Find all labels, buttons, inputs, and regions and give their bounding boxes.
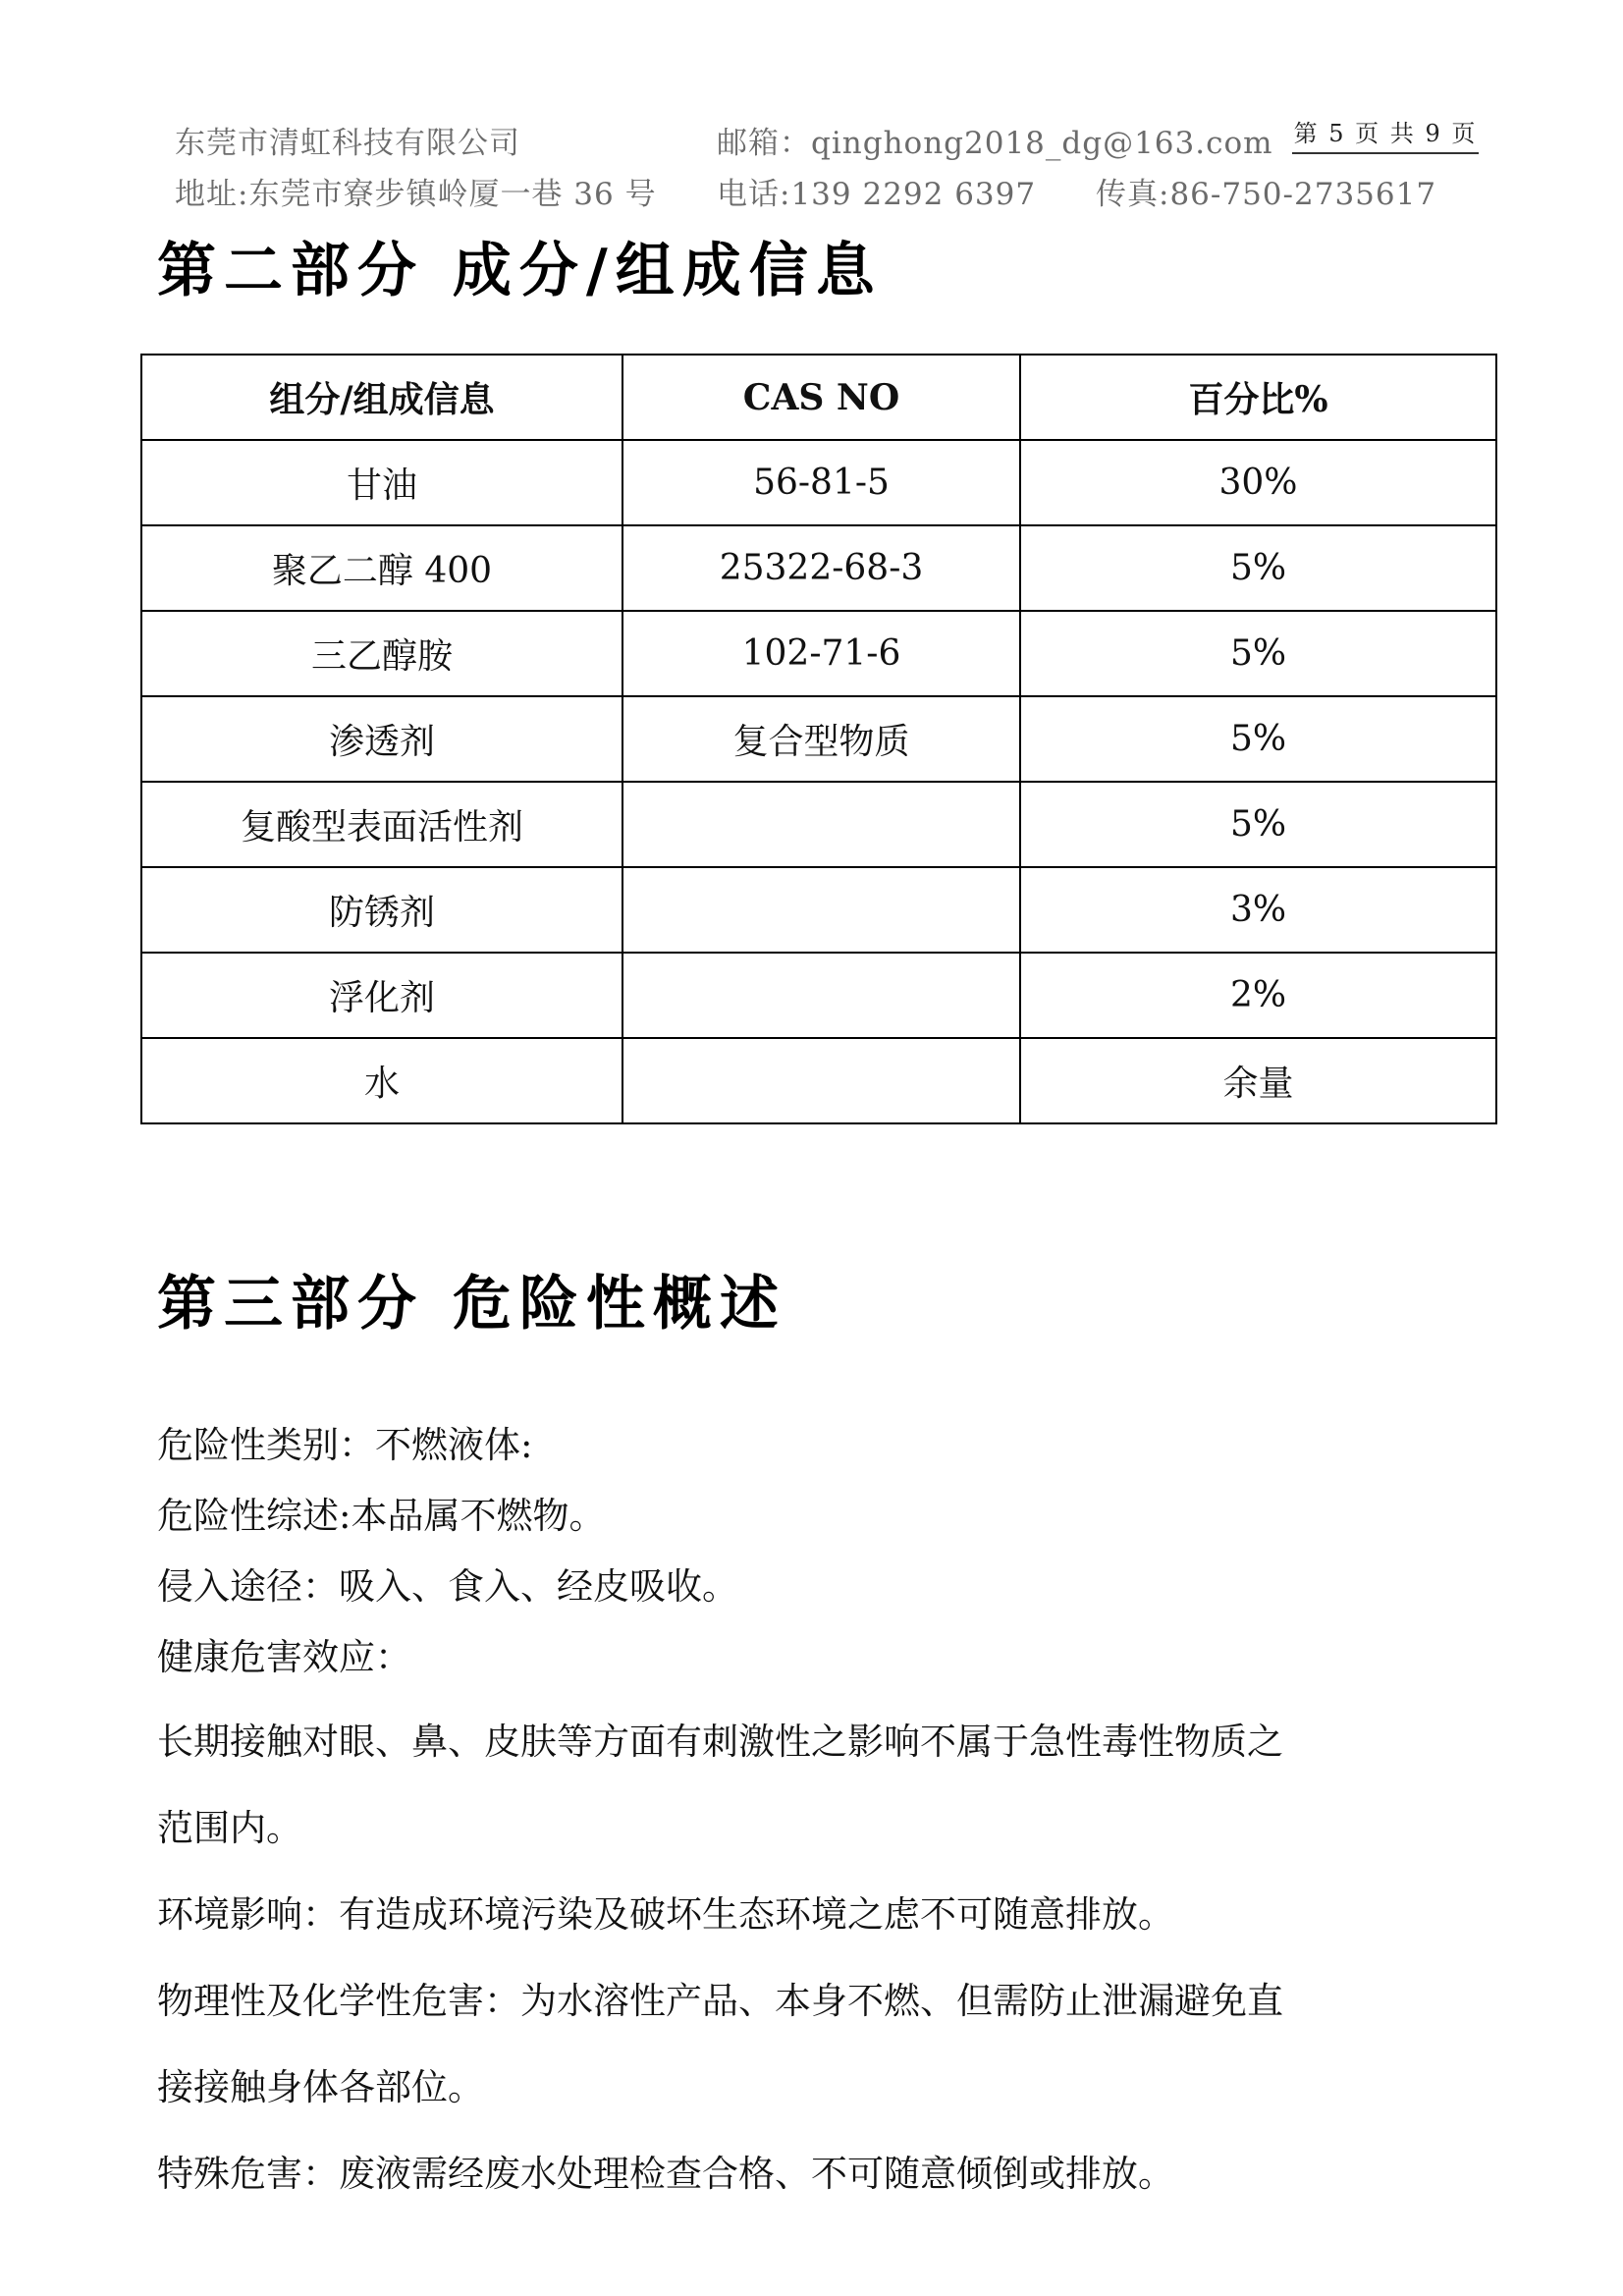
cas-cell bbox=[622, 1038, 1020, 1123]
component-cell: 防锈剂 bbox=[141, 867, 622, 953]
percent-cell: 5% bbox=[1020, 696, 1496, 782]
cas-cell bbox=[622, 867, 1020, 953]
cas-cell bbox=[622, 953, 1020, 1038]
component-cell: 三乙醇胺 bbox=[141, 611, 622, 696]
cas-cell: 56-81-5 bbox=[622, 440, 1020, 525]
exposure-routes: 侵入途径：吸入、食入、经皮吸收。 bbox=[157, 1565, 738, 1608]
percent-cell: 2% bbox=[1020, 953, 1496, 1038]
table-row bbox=[141, 953, 1496, 1038]
hazard-summary-block bbox=[157, 1410, 1483, 1693]
component-cell: 甘油 bbox=[141, 440, 622, 525]
header-percent: 百分比% bbox=[1020, 355, 1496, 440]
percent-cell: 5% bbox=[1020, 525, 1496, 611]
percent-cell: 余量 bbox=[1020, 1038, 1496, 1123]
cas-cell: 25322-68-3 bbox=[622, 525, 1020, 611]
section3-title: 第三部分 危险性概述 bbox=[157, 1270, 786, 1339]
health-effects-label: 健康危害效应： bbox=[157, 1636, 411, 1678]
cas-cell: 复合型物质 bbox=[622, 696, 1020, 782]
component-cell: 渗透剂 bbox=[141, 696, 622, 782]
section2-title: 第二部分 成分/组成信息 bbox=[157, 237, 883, 305]
table-header-row bbox=[141, 355, 1496, 440]
table-row bbox=[141, 440, 1496, 525]
phone-text: 电话:139 2292 6397 bbox=[717, 177, 1037, 212]
table-row bbox=[141, 611, 1496, 696]
page-indicator: 第 5 页 共 9 页 bbox=[1292, 114, 1479, 154]
table-row bbox=[141, 782, 1496, 867]
component-cell: 浮化剂 bbox=[141, 953, 622, 1038]
special-hazard: 特殊危害：废液需经废水处理检查合格、不可随意倾倒或排放。 bbox=[157, 2153, 1174, 2195]
hazard-overview: 危险性综述:本品属不燃物。 bbox=[157, 1495, 606, 1537]
table-row bbox=[141, 1038, 1496, 1123]
component-cell: 水 bbox=[141, 1038, 622, 1123]
company-name: 东莞市清虹科技有限公司 bbox=[175, 126, 520, 161]
component-cell: 聚乙二醇 400 bbox=[141, 525, 622, 611]
health-effects-text-line2: 范围内。 bbox=[157, 1807, 302, 1849]
cas-cell bbox=[622, 782, 1020, 867]
hazard-category: 危险性类别：不燃液体: bbox=[157, 1424, 533, 1466]
table-row bbox=[141, 696, 1496, 782]
header-component: 组分/组成信息 bbox=[141, 355, 622, 440]
percent-cell: 5% bbox=[1020, 782, 1496, 867]
environmental-impact: 环境影响：有造成环境污染及破坏生态环境之虑不可随意排放。 bbox=[157, 1893, 1174, 1936]
composition-table bbox=[140, 354, 1497, 1124]
header-cas: CAS NO bbox=[622, 355, 1020, 440]
cas-cell: 102-71-6 bbox=[622, 611, 1020, 696]
percent-cell: 30% bbox=[1020, 440, 1496, 525]
percent-cell: 5% bbox=[1020, 611, 1496, 696]
hazard-details-block bbox=[157, 1699, 1483, 2217]
email-text: 邮箱：qinghong2018_dg@163.com bbox=[717, 126, 1273, 161]
table-row bbox=[141, 525, 1496, 611]
company-address: 地址:东莞市寮步镇岭厦一巷 36 号 bbox=[175, 177, 657, 212]
health-effects-text-line1: 长期接触对眼、鼻、皮肤等方面有刺激性之影响不属于急性毒性物质之 bbox=[157, 1721, 1283, 1763]
physchem-hazard-line2: 接接触身体各部位。 bbox=[157, 2066, 484, 2108]
table-row bbox=[141, 867, 1496, 953]
physchem-hazard-line1: 物理性及化学性危害：为水溶性产品、本身不燃、但需防止泄漏避免直 bbox=[157, 1980, 1283, 2022]
percent-cell: 3% bbox=[1020, 867, 1496, 953]
component-cell: 复酸型表面活性剂 bbox=[141, 782, 622, 867]
fax-text: 传真:86-750-2735617 bbox=[1096, 177, 1437, 212]
